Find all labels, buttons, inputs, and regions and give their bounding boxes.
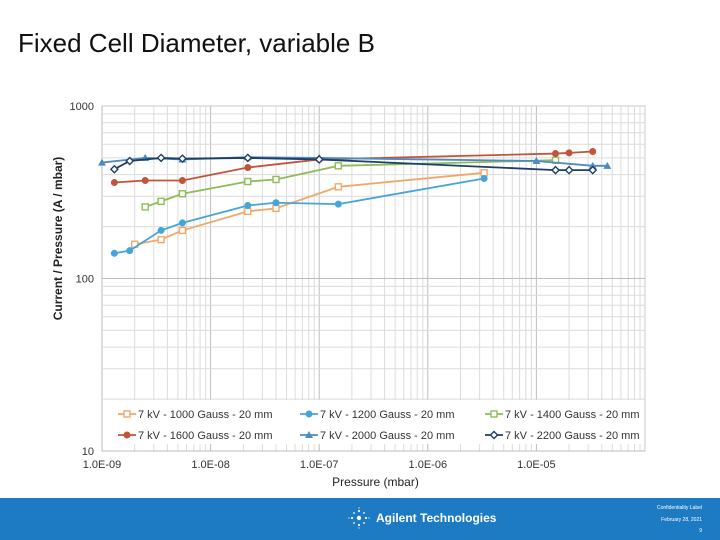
legend-marker: [124, 432, 130, 438]
x-tick-label: 1.0E-07: [299, 459, 339, 471]
x-tick-label: 1.0E-05: [517, 459, 556, 471]
spark-logo-icon: [348, 507, 370, 529]
data-point: [335, 184, 341, 190]
data-point: [179, 177, 185, 183]
confidentiality-label: Confidentiality Label: [656, 505, 702, 511]
data-point: [142, 177, 148, 183]
legend-item: [485, 430, 640, 442]
legend-item: [118, 409, 273, 421]
legend-label: 7 kV - 1200 Gauss - 20 mm: [320, 409, 455, 421]
page-number: 9: [699, 528, 702, 534]
y-axis-title: Current / Pressure (A / mbar): [51, 156, 65, 321]
data-point: [481, 170, 487, 176]
legend-marker: [306, 411, 312, 417]
data-point: [273, 205, 279, 211]
x-tick-label: 1.0E-06: [408, 459, 448, 471]
legend-item: [118, 430, 273, 442]
legend-label: 7 kV - 1600 Gauss - 20 mm: [138, 430, 273, 442]
data-point: [179, 191, 185, 197]
legend-label: 7 kV - 1400 Gauss - 20 mm: [505, 409, 640, 421]
legend-item: [485, 409, 640, 421]
data-point: [158, 237, 164, 243]
data-point: [245, 179, 251, 185]
data-point: [158, 227, 164, 233]
legend-item: [300, 409, 455, 421]
data-point: [158, 198, 164, 204]
data-point: [273, 176, 279, 182]
data-point: [142, 204, 148, 210]
data-point: [245, 202, 251, 208]
logo-text: Agilent Technologies: [376, 511, 497, 525]
data-point: [111, 180, 117, 186]
data-point: [245, 208, 251, 214]
x-tick-label: 1.0E-09: [82, 459, 122, 471]
legend-label: 7 kV - 2000 Gauss - 20 mm: [320, 430, 455, 442]
data-point: [245, 165, 251, 171]
x-axis-title: Pressure (mbar): [332, 475, 419, 489]
data-point: [179, 220, 185, 226]
legend-label: 7 kV - 1000 Gauss - 20 mm: [138, 409, 273, 421]
y-tick-label: 1000: [69, 101, 94, 113]
data-point: [179, 227, 185, 233]
legend-marker: [124, 411, 130, 417]
data-point: [553, 151, 559, 157]
data-point: [111, 250, 117, 256]
data-point: [590, 148, 596, 154]
data-point: [127, 248, 133, 254]
legend-label: 7 kV - 2200 Gauss - 20 mm: [505, 430, 640, 442]
data-point: [481, 175, 487, 181]
y-tick-label: 100: [75, 273, 94, 286]
agilent-logo: [348, 506, 496, 530]
data-point: [273, 200, 279, 206]
data-point: [335, 163, 341, 169]
footer-date: February 28, 2021: [661, 517, 702, 523]
legend-item: [300, 430, 455, 442]
data-point: [335, 201, 341, 207]
footer-bar: [0, 498, 720, 540]
legend-marker: [491, 411, 497, 417]
slide-title: Fixed Cell Diameter, variable B: [18, 28, 375, 58]
data-point: [566, 150, 572, 156]
y-tick-label: 10: [81, 446, 94, 458]
x-tick-label: 1.0E-08: [191, 459, 230, 471]
